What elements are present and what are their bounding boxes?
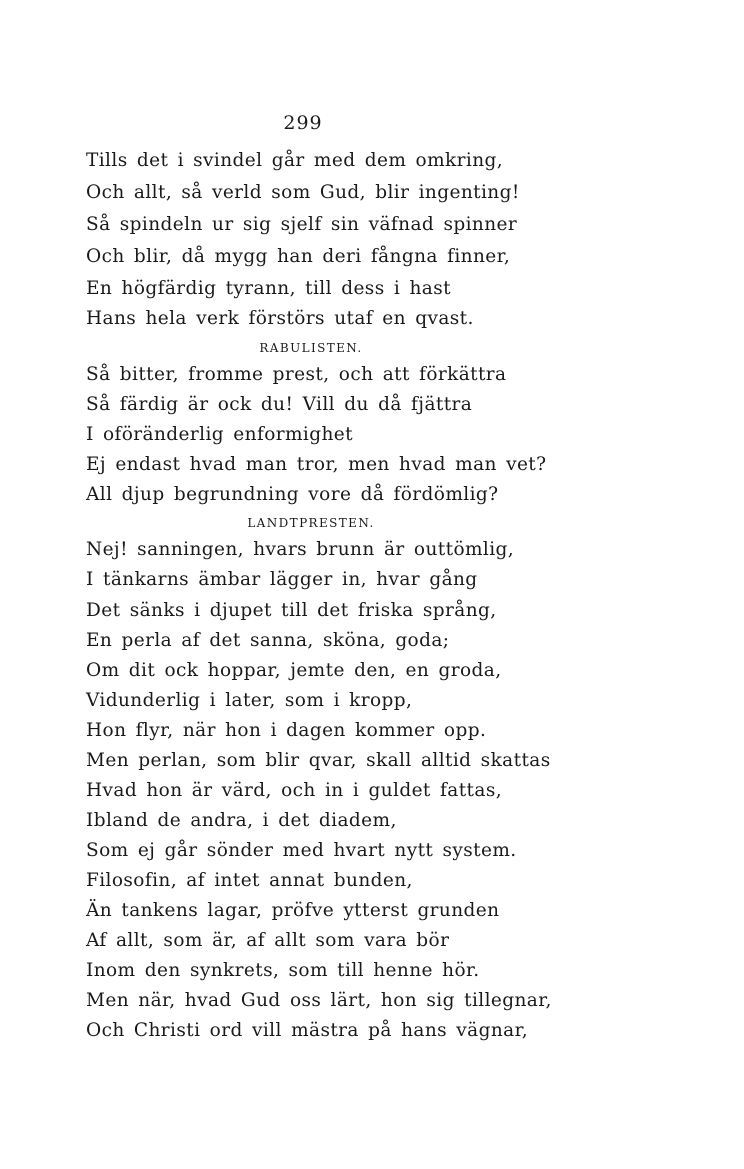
verse-line: Ibland de andra, i det diadem, (86, 810, 397, 831)
verse-line: Hvad hon är värd, och in i guldet fattas, (86, 780, 503, 801)
verse-line: Som ej går sönder med hvart nytt system. (86, 840, 517, 861)
verse-line: Inom den synkrets, som till henne hör. (86, 960, 480, 981)
page-number: 299 (283, 112, 323, 134)
verse-line: Om dit ock hoppar, jemte den, en groda, (86, 660, 502, 681)
verse-line: Men perlan, som blir qvar, skall alltid skattas (86, 750, 551, 771)
verse-line: Så spindeln ur sig sjelf sin väfnad spinner (86, 214, 518, 235)
verse-line: Och allt, så verld som Gud, blir ingenting! (86, 182, 520, 203)
speaker-heading: RABULISTEN. (259, 341, 363, 355)
speaker-heading: LANDTPRESTEN. (247, 516, 375, 530)
verse-line: Så färdig är ock du! Vill du då fjättra (86, 394, 473, 415)
verse-line: Af allt, som är, af allt som vara bör (86, 930, 450, 951)
verse-line: Vidunderlig i later, som i kropp, (86, 690, 413, 711)
verse-line: Ej endast hvad man tror, men hvad man vet? (86, 454, 547, 475)
verse-line: I tänkarns ämbar lägger in, hvar gång (86, 569, 478, 590)
verse-line: Nej! sanningen, hvars brunn är outtömlig, (86, 539, 515, 560)
verse-line: Hon flyr, när hon i dagen kommer opp. (86, 720, 487, 741)
verse-line: Hans hela verk förstörs utaf en qvast. (86, 308, 474, 329)
verse-line: Filosofin, af intet annat bunden, (86, 870, 413, 891)
verse-line: En perla af det sanna, sköna, goda; (86, 630, 450, 651)
verse-line: I oföränderlig enformighet (86, 424, 353, 445)
verse-line: Och Christi ord vill mästra på hans vägnar, (86, 1020, 529, 1041)
verse-line: Men när, hvad Gud oss lärt, hon sig tillegnar, (86, 990, 552, 1011)
verse-line: Tills det i svindel går med dem omkring, (86, 150, 504, 171)
verse-line: Det sänks i djupet till det friska språng, (86, 600, 497, 621)
verse-line: Och blir, då mygg han deri fångna finner, (86, 246, 511, 267)
verse-line: Så bitter, fromme prest, och att förkättra (86, 364, 507, 385)
verse-line: En högfärdig tyrann, till dess i hast (86, 278, 451, 299)
verse-line: Än tankens lagar, pröfve ytterst grunden (86, 900, 500, 921)
verse-line: All djup begrundning vore då fördömlig? (86, 484, 499, 505)
